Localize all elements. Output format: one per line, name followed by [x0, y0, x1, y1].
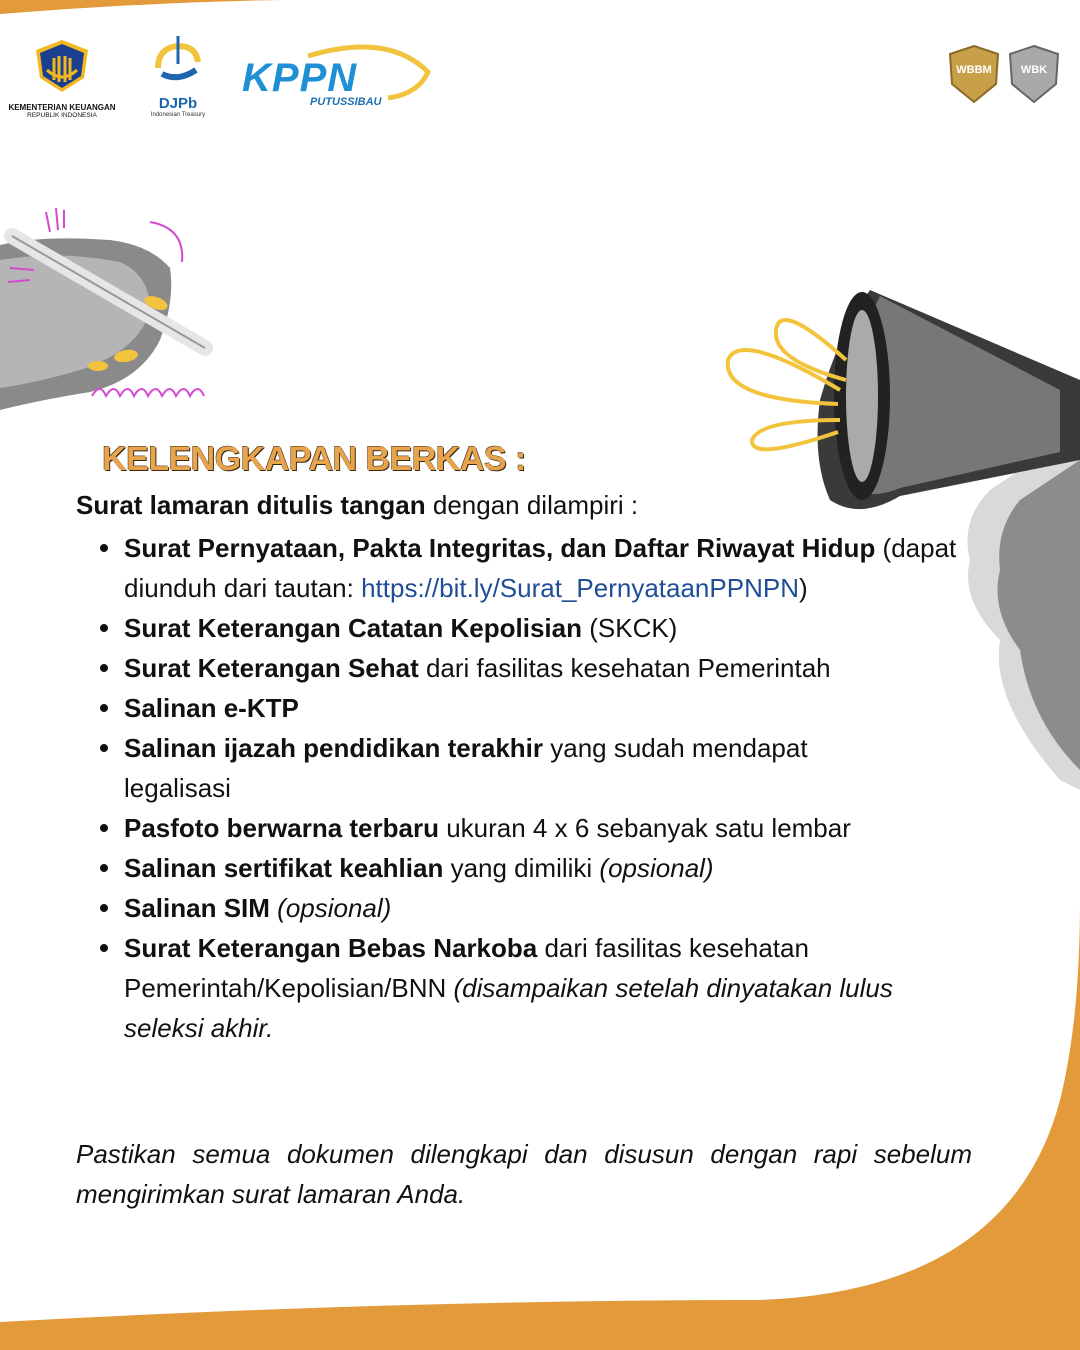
list-item-text: ukuran 4 x 6 sebanyak satu lembar — [438, 813, 851, 843]
wbk-badge-label: WBK — [1020, 64, 1048, 76]
top-swoosh — [0, 0, 440, 14]
list-item-bold: Salinan sertifikat keahlian — [124, 853, 444, 883]
list-item-italic: (opsional) — [599, 853, 714, 883]
list-item-bold: Surat Keterangan Catatan Kepolisian — [124, 613, 582, 643]
intro-bold: Surat lamaran ditulis tangan — [76, 490, 426, 520]
djpb-tagline: Indonesian Treasury — [150, 112, 206, 118]
list-item-text: dari fasilitas kesehatan Pemerintah/Kepolisian/BNN — [124, 933, 809, 1003]
list-item-text: yang sudah mendapat legalisasi — [124, 733, 808, 803]
djpb-logo — [142, 34, 214, 118]
list-item-bold: Surat Keterangan Sehat — [124, 653, 419, 683]
kemenkeu-label-line1: KEMENTERIAN KEUANGAN — [8, 103, 116, 112]
kemenkeu-emblem-icon — [32, 38, 92, 94]
intro-text — [76, 488, 638, 522]
list-item-bold: Pasfoto berwarna terbaru — [124, 813, 439, 843]
list-item-italic: (disampaikan setelah dinyatakan lulus seleksi akhir. — [124, 973, 893, 1043]
page-title: KELENGKAPAN BERKAS : — [102, 440, 526, 478]
form-download-link[interactable]: https://bit.ly/Surat_PernyataanPPNPN — [361, 573, 799, 603]
djpb-name: DJPb — [158, 95, 198, 112]
wbk-badge — [1008, 44, 1060, 104]
list-item-bold: Surat Pernyataan, Pakta Integritas, dan Daftar Riwayat Hidup — [124, 533, 876, 563]
list-item-bold: Salinan SIM — [124, 893, 270, 923]
list-item-bold: Salinan e-KTP — [124, 693, 299, 723]
wbbm-badge-label: WBBM — [956, 64, 992, 76]
intro-rest: dengan dilampiri : — [425, 490, 639, 520]
list-item — [100, 888, 960, 928]
requirements-list — [100, 528, 960, 1048]
wbbm-badge — [948, 44, 1000, 104]
list-item — [100, 688, 960, 728]
kppn-name: KPPN — [242, 56, 358, 100]
list-item — [100, 728, 960, 808]
kppn-logo — [238, 42, 438, 114]
list-item — [100, 808, 960, 848]
list-item — [100, 528, 960, 608]
list-item-text: (SKCK) — [582, 613, 678, 643]
list-item — [100, 848, 960, 888]
hand-with-pen-icon — [0, 208, 205, 410]
list-item — [100, 928, 960, 1048]
kemenkeu-label-line2: REPUBLIK INDONESIA — [27, 112, 97, 119]
kppn-office: PUTUSSIBAU — [310, 96, 382, 108]
list-item-bold: Surat Keterangan Bebas Narkoba — [124, 933, 538, 963]
list-item — [100, 608, 960, 648]
list-item-text: ) — [798, 573, 808, 603]
kemenkeu-logo — [6, 38, 118, 119]
list-item-text: (dapat diunduh dari tautan: — [124, 533, 957, 603]
list-item-text: yang dimiliki — [443, 853, 600, 883]
list-item — [100, 648, 960, 688]
list-item-text: dari fasilitas kesehatan Pemerintah — [418, 653, 831, 683]
djpb-emblem-icon — [148, 34, 208, 92]
closing-note: Pastikan semua dokumen dilengkapi dan disusun dengan rapi sebelum mengirimkan surat lamaran Anda. — [76, 1139, 972, 1209]
list-item-bold: Salinan ijazah pendidikan terakhir — [124, 733, 544, 763]
list-item-italic: (opsional) — [277, 893, 392, 923]
